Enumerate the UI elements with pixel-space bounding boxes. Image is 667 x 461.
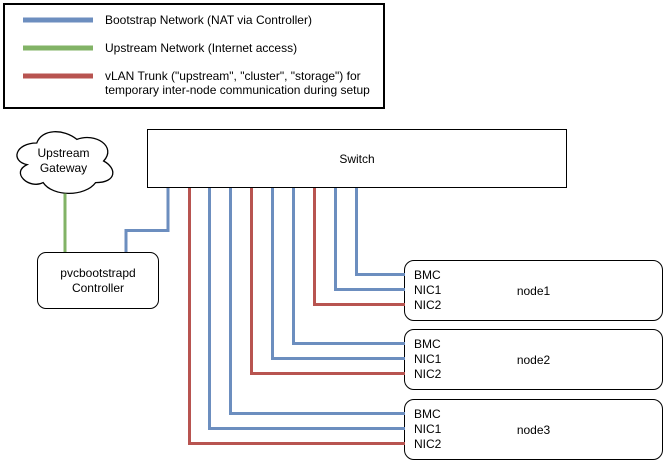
bootstrap-line-swatch-icon bbox=[23, 16, 93, 24]
node1-port-bmc-label: BMC bbox=[414, 268, 441, 282]
node2-port-nic2-label: NIC2 bbox=[414, 367, 442, 381]
node3-port-nic2-label: NIC2 bbox=[414, 437, 442, 451]
legend-label-vlan-trunk-line2: temporary inter-node communication during setup bbox=[105, 83, 370, 97]
upstream-gateway-label-line2: Gateway bbox=[39, 161, 88, 175]
legend-label-upstream: Upstream Network (Internet access) bbox=[105, 41, 298, 55]
legend-box bbox=[3, 3, 385, 109]
legend-item-upstream bbox=[23, 40, 297, 56]
node1-port-nic1-label: NIC1 bbox=[414, 283, 442, 297]
legend-item-bootstrap bbox=[23, 12, 312, 28]
edge-switch-node1-nic1 bbox=[336, 188, 406, 290]
edge-switch-controller-bootstrap bbox=[126, 188, 168, 252]
upstream-gateway-label bbox=[10, 146, 117, 176]
node2-port-nic1-label: NIC1 bbox=[414, 352, 442, 366]
edge-switch-node2-bmc bbox=[294, 188, 406, 344]
edge-switch-node3-nic2 bbox=[190, 188, 406, 444]
edge-switch-node1-bmc bbox=[357, 188, 406, 275]
legend-label-bootstrap: Bootstrap Network (NAT via Controller) bbox=[105, 13, 312, 27]
legend-label-vlan-trunk-line1: vLAN Trunk ("upstream", "cluster", "storage") for bbox=[105, 69, 361, 83]
controller-label-line2: Controller bbox=[71, 280, 124, 295]
switch-box bbox=[147, 129, 567, 188]
upstream-swatch-rect bbox=[23, 46, 93, 51]
edge-switch-node1-nic2 bbox=[315, 188, 406, 305]
edge-switch-node2-nic2 bbox=[252, 188, 406, 374]
edge-switch-node3-bmc bbox=[231, 188, 406, 414]
vlan-trunk-swatch-rect bbox=[23, 74, 93, 79]
node2-box bbox=[404, 329, 663, 390]
node1-port-nic2-label: NIC2 bbox=[414, 298, 442, 312]
node2-name: node2 bbox=[516, 352, 551, 367]
node3-port-nic1-label: NIC1 bbox=[414, 422, 442, 436]
controller-label bbox=[60, 266, 135, 296]
edge-switch-node3-nic1 bbox=[210, 188, 406, 429]
node3-box bbox=[404, 399, 663, 460]
controller-label-line1: pvcbootstrapd bbox=[60, 265, 136, 280]
bootstrap-swatch-rect bbox=[23, 18, 93, 23]
switch-label: Switch bbox=[339, 151, 375, 166]
node1-name: node1 bbox=[516, 283, 551, 298]
vlan-trunk-line-swatch-icon bbox=[23, 72, 93, 80]
edge-switch-node2-nic1 bbox=[273, 188, 406, 359]
legend-label-vlan-trunk bbox=[105, 69, 370, 97]
node1-box bbox=[404, 260, 663, 321]
legend-item-vlan-trunk bbox=[23, 69, 370, 97]
upstream-line-swatch-icon bbox=[23, 44, 93, 52]
node2-port-bmc-label: BMC bbox=[414, 337, 441, 351]
node3-port-bmc-label: BMC bbox=[414, 407, 441, 421]
controller-box bbox=[37, 252, 159, 309]
node3-name: node3 bbox=[516, 422, 551, 437]
upstream-gateway-label-line1: Upstream bbox=[37, 146, 90, 160]
